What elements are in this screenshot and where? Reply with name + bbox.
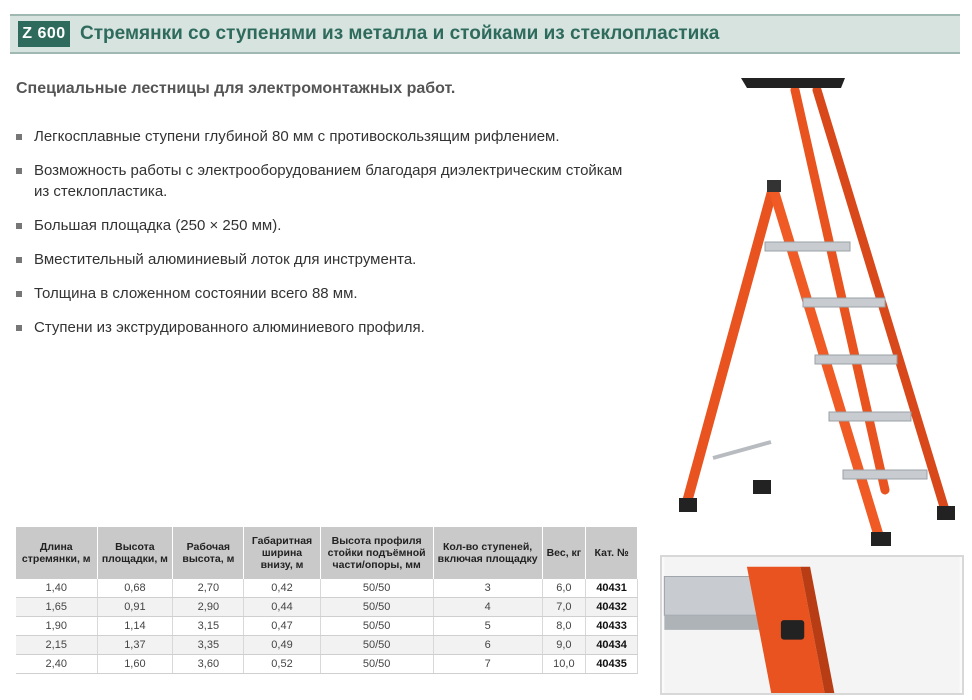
table-cell: 7 [433, 655, 542, 674]
table-cell: 9,0 [542, 636, 586, 655]
feature-item [16, 249, 636, 270]
table-cell: 3,15 [173, 617, 244, 636]
table-cell: 50/50 [320, 598, 433, 617]
step-detail-image [660, 555, 964, 695]
catalog-number: 40434 [586, 636, 638, 655]
table-cell: 0,42 [244, 579, 320, 598]
col-header: Кат. № [586, 527, 638, 579]
bullet-icon [16, 257, 22, 263]
table-cell: 6,0 [542, 579, 586, 598]
catalog-number: 40432 [586, 598, 638, 617]
table-cell: 10,0 [542, 655, 586, 674]
table-cell: 6 [433, 636, 542, 655]
table-cell: 0,49 [244, 636, 320, 655]
feature-text: Возможность работы с электрооборудованием благодаря диэлектрическим стойкам из стеклопластика. [34, 162, 623, 200]
table-cell: 5 [433, 617, 542, 636]
bullet-icon [16, 168, 22, 174]
table-row [16, 636, 638, 655]
bullet-icon [16, 223, 22, 229]
col-header: Габаритная ширина внизу, м [244, 527, 320, 579]
table-cell: 7,0 [542, 598, 586, 617]
table-cell: 50/50 [320, 655, 433, 674]
table-cell: 2,40 [16, 655, 97, 674]
feature-item [16, 126, 636, 147]
table-cell: 4 [433, 598, 542, 617]
table-cell: 0,52 [244, 655, 320, 674]
table-cell: 3 [433, 579, 542, 598]
bullet-icon [16, 134, 22, 140]
catalog-number: 40435 [586, 655, 638, 674]
table-cell: 1,60 [97, 655, 173, 674]
product-code-badge: Z 600 [18, 21, 70, 47]
table-header-row [16, 527, 638, 579]
col-header: Рабочая высота, м [173, 527, 244, 579]
table-cell: 2,90 [173, 598, 244, 617]
table-row [16, 655, 638, 674]
feature-text: Толщина в сложенном состоянии всего 88 мм. [34, 285, 358, 302]
table-cell: 0,47 [244, 617, 320, 636]
feature-item [16, 283, 636, 304]
spec-table [16, 527, 638, 674]
ladder-image [645, 70, 965, 550]
feature-text: Легкосплавные ступени глубиной 80 мм с противоскользящим рифлением. [34, 128, 560, 145]
page-title: Стремянки со ступенями из металла и стойками из стеклопластика [80, 23, 720, 44]
catalog-number: 40431 [586, 579, 638, 598]
feature-item [16, 160, 636, 202]
table-cell: 1,40 [16, 579, 97, 598]
table-cell: 0,68 [97, 579, 173, 598]
subtitle: Специальные лестницы для электромонтажных работ. [16, 80, 456, 97]
table-row [16, 617, 638, 636]
catalog-number: 40433 [586, 617, 638, 636]
col-header: Высота площадки, м [97, 527, 173, 579]
col-header: Длина стремянки, м [16, 527, 97, 579]
col-header: Высота профиля стойки подъёмной части/опоры, мм [320, 527, 433, 579]
table-cell: 50/50 [320, 617, 433, 636]
table-cell: 2,70 [173, 579, 244, 598]
table-row [16, 598, 638, 617]
feature-item [16, 215, 636, 236]
feature-list [16, 126, 636, 351]
feature-item [16, 317, 636, 338]
table-cell: 3,35 [173, 636, 244, 655]
table-cell: 0,91 [97, 598, 173, 617]
section-header [10, 14, 960, 54]
bullet-icon [16, 325, 22, 331]
table-cell: 0,44 [244, 598, 320, 617]
table-cell: 1,90 [16, 617, 97, 636]
feature-text: Ступени из экструдированного алюминиевого профиля. [34, 319, 425, 336]
feature-text: Большая площадка (250 × 250 мм). [34, 217, 282, 234]
feature-text: Вместительный алюминиевый лоток для инструмента. [34, 251, 417, 268]
table-cell: 2,15 [16, 636, 97, 655]
table-cell: 3,60 [173, 655, 244, 674]
table-cell: 50/50 [320, 579, 433, 598]
col-header: Вес, кг [542, 527, 586, 579]
table-cell: 1,37 [97, 636, 173, 655]
col-header: Кол-во ступеней, включая площадку [433, 527, 542, 579]
table-cell: 50/50 [320, 636, 433, 655]
table-cell: 8,0 [542, 617, 586, 636]
bullet-icon [16, 291, 22, 297]
table-cell: 1,65 [16, 598, 97, 617]
table-cell: 1,14 [97, 617, 173, 636]
table-row [16, 579, 638, 598]
